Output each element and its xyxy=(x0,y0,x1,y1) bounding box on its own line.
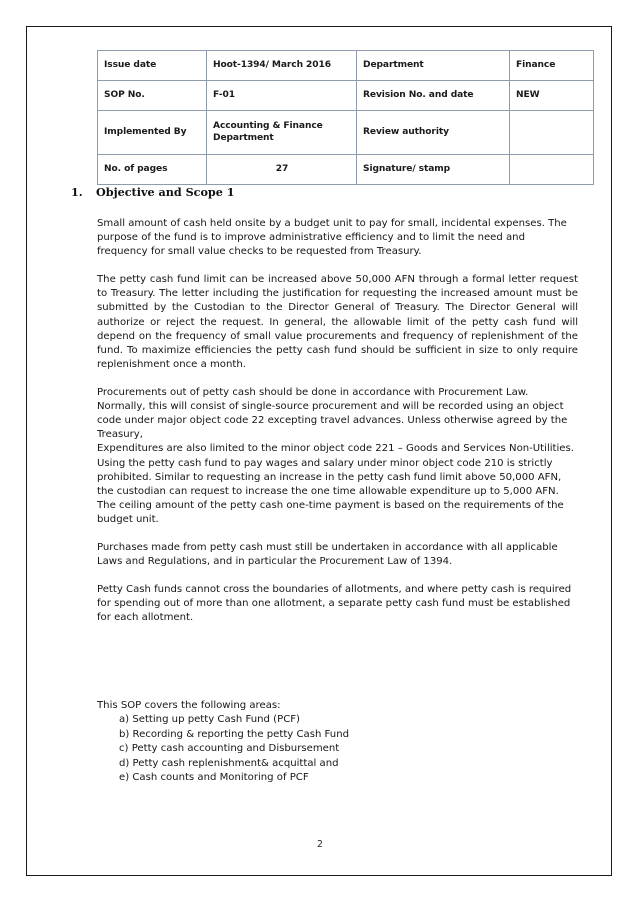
list-item: b) Recording & reporting the petty Cash Fund xyxy=(119,728,350,740)
cell-department-label: Department xyxy=(357,51,510,81)
paragraph-expenditures: Expenditures are also limited to the minor object code 221 – Goods and Services Non-Utilities. Using the petty cash fund to pay wages and salary under minor object code 210 is strictly prohibited. Similar to requesting an increase in the petty cash fund limit above 50,000 AFN, the custodian can request to increase the one time allowable expenditure up to 5,000 AFN. The ceiling amount of the petty cash one-time payment is based on the requirements of the budget unit. xyxy=(97,443,574,526)
section-title: Objective and Scope 1 xyxy=(96,185,235,199)
paragraph-allotments: Petty Cash funds cannot cross the boundaries of allotments, and where petty cash is required for spending out of more than one allotment, a separate petty cash fund must be established for each allotment. xyxy=(97,583,572,624)
paragraph-procurement: Procurements out of petty cash should be done in accordance with Procurement Law. Normally, this will consist of single-source procurement and will be recorded using an object code under major object code 22 excepting travel advances. Unless otherwise agreed by the Treasury, xyxy=(97,386,568,441)
paragraph-purchases: Purchases made from petty cash must still be undertaken in accordance with all applicable Laws and Regulations, and in particular the Procurement Law of 1394. xyxy=(97,541,558,568)
cell-no-of-pages-value: 27 xyxy=(207,155,357,185)
cell-revision-value: NEW xyxy=(510,81,594,111)
cell-sop-no-label: SOP No. xyxy=(98,81,207,111)
list-item: c) Petty cash accounting and Disbursement xyxy=(119,743,340,755)
cell-implemented-by-value: Accounting & Finance Department xyxy=(207,111,357,155)
sop-metadata-table xyxy=(97,50,594,185)
cell-no-of-pages-label: No. of pages xyxy=(98,155,207,185)
paragraph-fund-limit: The petty cash fund limit can be increased above 50,000 AFN through a formal letter request to Treasury. The letter including the justification for requesting the increased amount must be submitted by the Custodian to the Director General of Treasury. The Director General will authorize or reject the request. In general, the allowable limit of the petty cash fund will depend on the frequency of small value procurements and frequency of replenishment of the fund. To maximize efficiencies the petty cash fund should be sufficient in size to only require replenishment once a month. xyxy=(97,274,578,370)
list-item: d) Petty cash replenishment& acquittal and xyxy=(119,757,339,769)
cell-issue-date-label: Issue date xyxy=(98,51,207,81)
cell-review-authority-label: Review authority xyxy=(357,111,510,155)
table-row xyxy=(98,155,594,185)
list-item: e) Cash counts and Monitoring of PCF xyxy=(119,772,309,784)
table-row xyxy=(98,51,594,81)
body-text xyxy=(97,217,578,639)
list-item: a) Setting up petty Cash Fund (PCF) xyxy=(119,714,300,726)
cell-revision-label: Revision No. and date xyxy=(357,81,510,111)
cell-signature-label: Signature/ stamp xyxy=(357,155,510,185)
table-row xyxy=(98,111,594,155)
cell-signature-value xyxy=(510,155,594,185)
cell-issue-date-value: Hoot-1394/ March 2016 xyxy=(207,51,357,81)
coverage-intro: This SOP covers the following areas: xyxy=(97,700,281,711)
cell-review-authority-value xyxy=(510,111,594,155)
table-row xyxy=(98,81,594,111)
cell-sop-no-value: F-01 xyxy=(207,81,357,111)
table-body xyxy=(98,51,594,185)
cell-implemented-by-label: Implemented By xyxy=(98,111,207,155)
paragraph-objective: Small amount of cash held onsite by a budget unit to pay for small, incidental expenses. The purpose of the fund is to improve administrative efficiency and to limit the need and frequency for small value checks to be requested from Treasury. xyxy=(97,218,567,258)
cell-department-value: Finance xyxy=(510,51,594,81)
section-number: 1. xyxy=(71,185,83,199)
page-number: 2 xyxy=(317,839,323,850)
coverage-list xyxy=(97,713,557,785)
section-heading xyxy=(71,185,571,199)
coverage-section xyxy=(97,699,557,785)
document-page xyxy=(26,26,612,876)
